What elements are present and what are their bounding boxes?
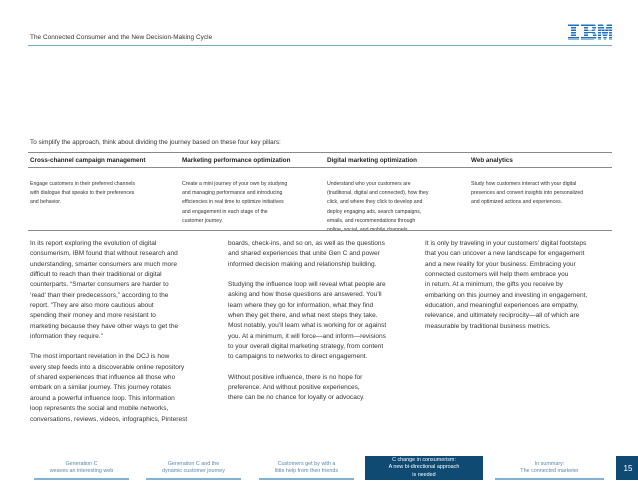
pillars-divider xyxy=(28,230,612,231)
footer-tab-in-summary[interactable]: In summary: The connected marketer xyxy=(489,456,610,480)
pillar-description: Understand who your customers are (traditional, digital and connected), how they click, and where they click to develop and deploy engaging ads, search campaigns, emails, and recommendations through xyxy=(327,181,429,224)
tab-underline xyxy=(146,478,241,480)
footer-tab-customer-journey[interactable]: Generation C and the dynamic customer journey xyxy=(140,456,247,480)
footer-tab-generation-c[interactable]: Generation C weaves an interesting web xyxy=(28,456,135,480)
tab-underline xyxy=(495,478,604,480)
footer-tab-c-change[interactable]: C change in consumerism: A new bi-directional approach is needed xyxy=(365,456,483,480)
header-divider xyxy=(28,45,612,46)
body-column-2 xyxy=(228,239,386,404)
paragraph: The most important revelation in the DCJ is how every step feeds into a discoverable online repository of shared experiences that influence all those who embark on a similar journey. This journey rotates around a powerful influence loop. This information loop represents the social and mobile networks, conversations, reviews, videos, infographics, Pinterest xyxy=(30,353,188,423)
page-number: 15 xyxy=(616,456,638,480)
document-title: The Connected Consumer and the New Decision-Making Cycle xyxy=(30,34,213,41)
pillar-description: Study how customers interact with your digital presences and convert insights into personalized and optimized actions and experiences. xyxy=(471,181,584,206)
pillars-intro: To simplify the approach, think about dividing the journey based on these four key pillars: xyxy=(30,139,281,146)
paragraph: Without positive influence, there is no hope for preference. And without positive experiences, there can be no chance for loyalty or advocacy. xyxy=(228,373,365,402)
pillar-title: Cross-channel campaign management xyxy=(30,157,146,164)
tab-underline xyxy=(259,478,354,480)
paragraph: boards, check-ins, and so on, as well as the questions and shared experiences that unite Gen C and power informed decision making and relationship building. xyxy=(228,240,385,268)
paragraph: It is only by traveling in your customers’ digital footsteps that you can uncover a new landscape for engagement and a new reality for your business. Embracing your connected customers will help them embrace you in return. At a minimum, the gifts you receive by embarking on this journey and investing in engagement, education, and meaningful experiences are empathy, relevance, and ultimately reciprocity—all of which are measurable by traditional business metrics. xyxy=(425,240,588,330)
body-column-3 xyxy=(425,239,587,332)
body-column-1 xyxy=(30,239,187,425)
pillars-header-row xyxy=(28,152,612,168)
pillar-description: Create a mini journey of your own by studying and managing performance and introducing efficiencies in real time to optimize initiatives and engagement in each stage of the customer journey. xyxy=(182,181,288,224)
pillar-title: Web analytics xyxy=(471,157,513,164)
pillar-description: Engage customers in their preferred channels with dialogue that speaks to their preferences and behavior. xyxy=(30,181,135,206)
pillar-title: Marketing performance optimization xyxy=(182,157,291,164)
paragraph: In its report exploring the evolution of digital consumerism, IBM found that without research and understanding, smarter consumers are much more difficult to reach than their traditional or digital counterparts. “Smarter consumers are harder to ‘read’ than their predecessors,” according to the report. “They are also more cautious about spending their money and more resistant to marketing because they have other ways to get the information they require.” xyxy=(30,240,179,341)
footer-tab-help-from-friends[interactable]: Customers get by with a little help from their friends xyxy=(253,456,360,480)
pillar-title: Digital marketing optimization xyxy=(327,157,417,164)
paragraph: Studying the influence loop will reveal what people are asking and how those questions are answered. You’ll learn where they go for information, what they find when they get there, and what next steps they take. Most notably, you’ll learn what is working for or against you. At a minimum, it will force—and inform—revisions to your overall digital marketing strategy, from content to campaigns to networks to direct engagement. xyxy=(228,281,387,361)
tab-underline xyxy=(34,478,129,480)
footer-navigation xyxy=(28,456,633,480)
ibm-logo xyxy=(568,22,612,42)
